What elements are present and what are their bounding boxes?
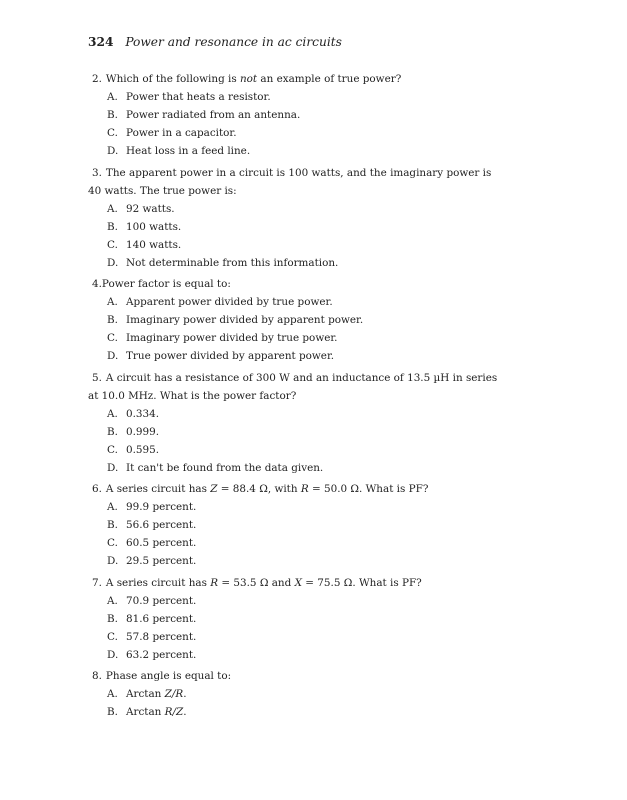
choice-text: 29.5 percent.: [126, 555, 197, 567]
choice-text: Power radiated from an antenna.: [126, 109, 301, 121]
choice-text: 100 watts.: [126, 220, 182, 233]
choice-letter: B.: [107, 706, 118, 718]
choice-letter: D.: [107, 648, 119, 661]
choice-letter: B.: [107, 519, 118, 531]
question-list: [88, 70, 502, 725]
choice-c: [88, 628, 502, 646]
question-text-part: Power factor is equal to:: [101, 278, 231, 290]
choice-text: 63.2 percent.: [126, 648, 197, 661]
choice-letter: D.: [107, 145, 119, 157]
choice-letter: D.: [107, 350, 119, 362]
question-text-part: = 75.5 Ω. What is PF?: [301, 576, 422, 589]
choice-a: [88, 592, 502, 610]
choice-d: [88, 552, 502, 570]
question-text-part: A series circuit has: [105, 483, 211, 495]
choice-b: [88, 610, 502, 628]
choice-text: 99.9 percent.: [126, 501, 197, 513]
choice-text: Arctan: [126, 706, 165, 718]
question-5: [88, 369, 502, 477]
choice-text: 60.5 percent.: [126, 537, 197, 549]
question-text-part: A series circuit has: [105, 576, 211, 589]
choice-letter: B.: [107, 425, 118, 438]
choice-letter: A.: [107, 202, 118, 215]
question-number: 3.: [92, 166, 102, 179]
question-6: [88, 480, 502, 570]
choice-d: [88, 459, 502, 477]
running-header: [88, 35, 342, 49]
choice-c: [88, 441, 502, 459]
choice-letter: A.: [107, 688, 118, 700]
choice-text: 140 watts.: [126, 238, 182, 251]
choice-d: [88, 347, 502, 365]
choice-a: [88, 88, 502, 106]
question-text: [88, 574, 502, 592]
question-text: [88, 275, 502, 293]
choice-text: 92 watts.: [126, 202, 175, 215]
math-variable: R: [210, 576, 219, 589]
choice-text: Power in a capacitor.: [126, 127, 237, 139]
question-4: [88, 275, 502, 365]
choice-d: [88, 646, 502, 664]
math-variable: X: [294, 576, 302, 589]
choice-letter: C.: [107, 238, 118, 251]
choice-letter: C.: [107, 630, 118, 643]
choice-b: [88, 218, 502, 236]
question-7: [88, 574, 502, 664]
math-variable: Z: [210, 483, 218, 495]
question-2: [88, 70, 502, 160]
math-variable: R: [300, 483, 309, 495]
choice-letter: B.: [107, 220, 118, 233]
chapter-title: Power and resonance in ac circuits: [125, 35, 342, 49]
choice-text: 81.6 percent.: [126, 612, 197, 625]
question-3: [88, 164, 502, 272]
choice-c: [88, 236, 502, 254]
math-expression: Z/R: [164, 688, 184, 700]
page-number: 324: [88, 35, 114, 49]
choice-letter: C.: [107, 332, 118, 344]
choice-letter: A.: [107, 594, 118, 607]
choice-b: [88, 423, 502, 441]
choice-c: [88, 329, 502, 347]
question-number: 5.: [92, 371, 102, 384]
choice-text: 57.8 percent.: [126, 630, 197, 643]
choice-letter: A.: [107, 501, 118, 513]
choice-a: [88, 293, 502, 311]
choice-text: Imaginary power divided by apparent power.: [126, 314, 364, 326]
question-text-part: = 50.0 Ω. What is PF?: [308, 483, 429, 495]
question-text-part: Which of the following is: [105, 73, 240, 85]
question-text-part: an example of true power?: [257, 73, 402, 85]
question-text: [88, 667, 502, 685]
choice-text: Apparent power divided by true power.: [126, 296, 333, 308]
choice-a: [88, 498, 502, 516]
question-emphasis: not: [239, 73, 258, 85]
choice-c: [88, 534, 502, 552]
choice-text-end: .: [183, 706, 187, 718]
choice-text: 70.9 percent.: [126, 594, 197, 607]
question-text-part: A circuit has a resistance of 300 W and an inductance of 13.5 µH in series at 10.0 MHz. What is the power factor?: [88, 371, 498, 402]
choice-text: True power divided by apparent power.: [126, 350, 335, 362]
math-expression: R/Z: [164, 706, 184, 718]
choice-text: Imaginary power divided by true power.: [126, 332, 338, 344]
choice-letter: A.: [107, 407, 118, 420]
choice-text: Heat loss in a feed line.: [126, 145, 251, 157]
choice-a: [88, 405, 502, 423]
choice-b: [88, 516, 502, 534]
question-8: [88, 667, 502, 721]
choice-text-end: .: [183, 688, 187, 700]
choice-text: It can't be found from the data given.: [126, 461, 324, 474]
choice-text: 56.6 percent.: [126, 519, 197, 531]
choice-text: Power that heats a resistor.: [126, 91, 271, 103]
question-text: [88, 369, 502, 405]
question-text-part: = 53.5 Ω and: [218, 576, 295, 589]
question-text: [88, 164, 502, 200]
question-text-part: = 88.4 Ω, with: [217, 483, 301, 495]
choice-text: 0.999.: [126, 425, 160, 438]
choice-letter: C.: [107, 537, 118, 549]
choice-letter: B.: [107, 612, 118, 625]
choice-text: Not determinable from this information.: [126, 256, 339, 269]
choice-c: [88, 124, 502, 142]
question-text-part: Phase angle is equal to:: [105, 670, 232, 682]
choice-a: [88, 685, 502, 703]
choice-d: [88, 142, 502, 160]
choice-letter: D.: [107, 555, 119, 567]
question-number: 7.: [92, 576, 102, 589]
question-text: [88, 480, 502, 498]
choice-letter: A.: [107, 296, 118, 308]
choice-b: [88, 703, 502, 721]
question-text-part: The apparent power in a circuit is 100 watts, and the imaginary power is 40 watts. The true power is:: [88, 166, 492, 197]
question-number: 2.: [92, 73, 102, 85]
choice-letter: A.: [107, 91, 118, 103]
choice-letter: D.: [107, 461, 119, 474]
choice-text: 0.334.: [126, 407, 160, 420]
question-number: 6.: [92, 483, 102, 495]
choice-text: Arctan: [126, 688, 165, 700]
choice-a: [88, 200, 502, 218]
choice-letter: B.: [107, 314, 118, 326]
choice-letter: C.: [107, 443, 118, 456]
choice-d: [88, 254, 502, 272]
choice-text: 0.595.: [126, 443, 160, 456]
choice-b: [88, 106, 502, 124]
choice-letter: D.: [107, 256, 119, 269]
question-number: 4.: [92, 278, 102, 290]
choice-b: [88, 311, 502, 329]
choice-letter: C.: [107, 127, 118, 139]
choice-letter: B.: [107, 109, 118, 121]
question-text: [88, 70, 502, 88]
question-number: 8.: [92, 670, 102, 682]
